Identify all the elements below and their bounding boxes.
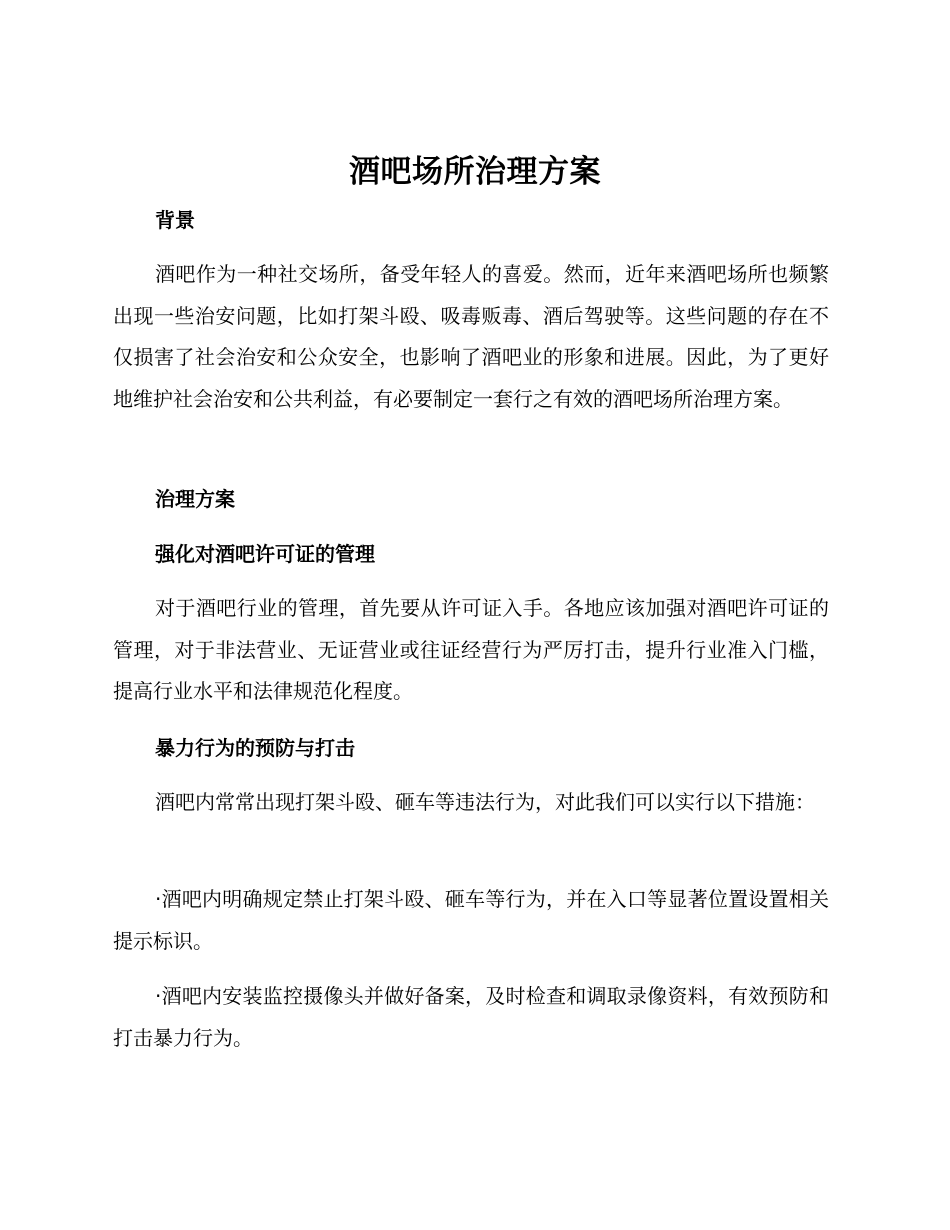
paragraph-license-management <box>113 588 829 713</box>
section-heading-governance-plan: 治理方案 <box>155 487 235 511</box>
bullet-text: ·酒吧内安装监控摄像头并做好备案，及时检查和调取录像资料，有效预防和打击暴力行为。 <box>113 984 829 1050</box>
bullet-item-cameras <box>113 976 829 1059</box>
paragraph-text: 对于酒吧行业的管理，首先要从许可证入手。各地应该加强对酒吧许可证的管理，对于非法营业、无证营业或往证经营行为严厉打击，提升行业准入门槛，提高行业水平和法律规范化程度。 <box>113 596 829 703</box>
paragraph-violence-prevention <box>113 782 829 824</box>
section-heading-violence-prevention: 暴力行为的预防与打击 <box>155 736 355 760</box>
section-heading-license-management: 强化对酒吧许可证的管理 <box>155 542 375 566</box>
paragraph-text: 酒吧内常常出现打架斗殴、砸车等违法行为，对此我们可以实行以下措施： <box>155 790 815 814</box>
section-heading-background: 背景 <box>155 208 195 232</box>
document-title: 酒吧场所治理方案 <box>349 154 601 190</box>
paragraph-background <box>113 254 829 420</box>
bullet-item-rules <box>113 879 829 962</box>
bullet-text: ·酒吧内明确规定禁止打架斗殴、砸车等行为，并在入口等显著位置设置相关提示标识。 <box>113 887 829 953</box>
paragraph-text: 酒吧作为一种社交场所，备受年轻人的喜爱。然而，近年来酒吧场所也频繁出现一些治安问题，比如打架斗殴、吸毒贩毒、酒后驾驶等。这些问题的存在不仅损害了社会治安和公众安全，也影响了酒吧业的形象和进展。因此，为了更好地维护社会治安和公共利益，有必要制定一套行之有效的酒吧场所治理方案。 <box>113 262 829 411</box>
